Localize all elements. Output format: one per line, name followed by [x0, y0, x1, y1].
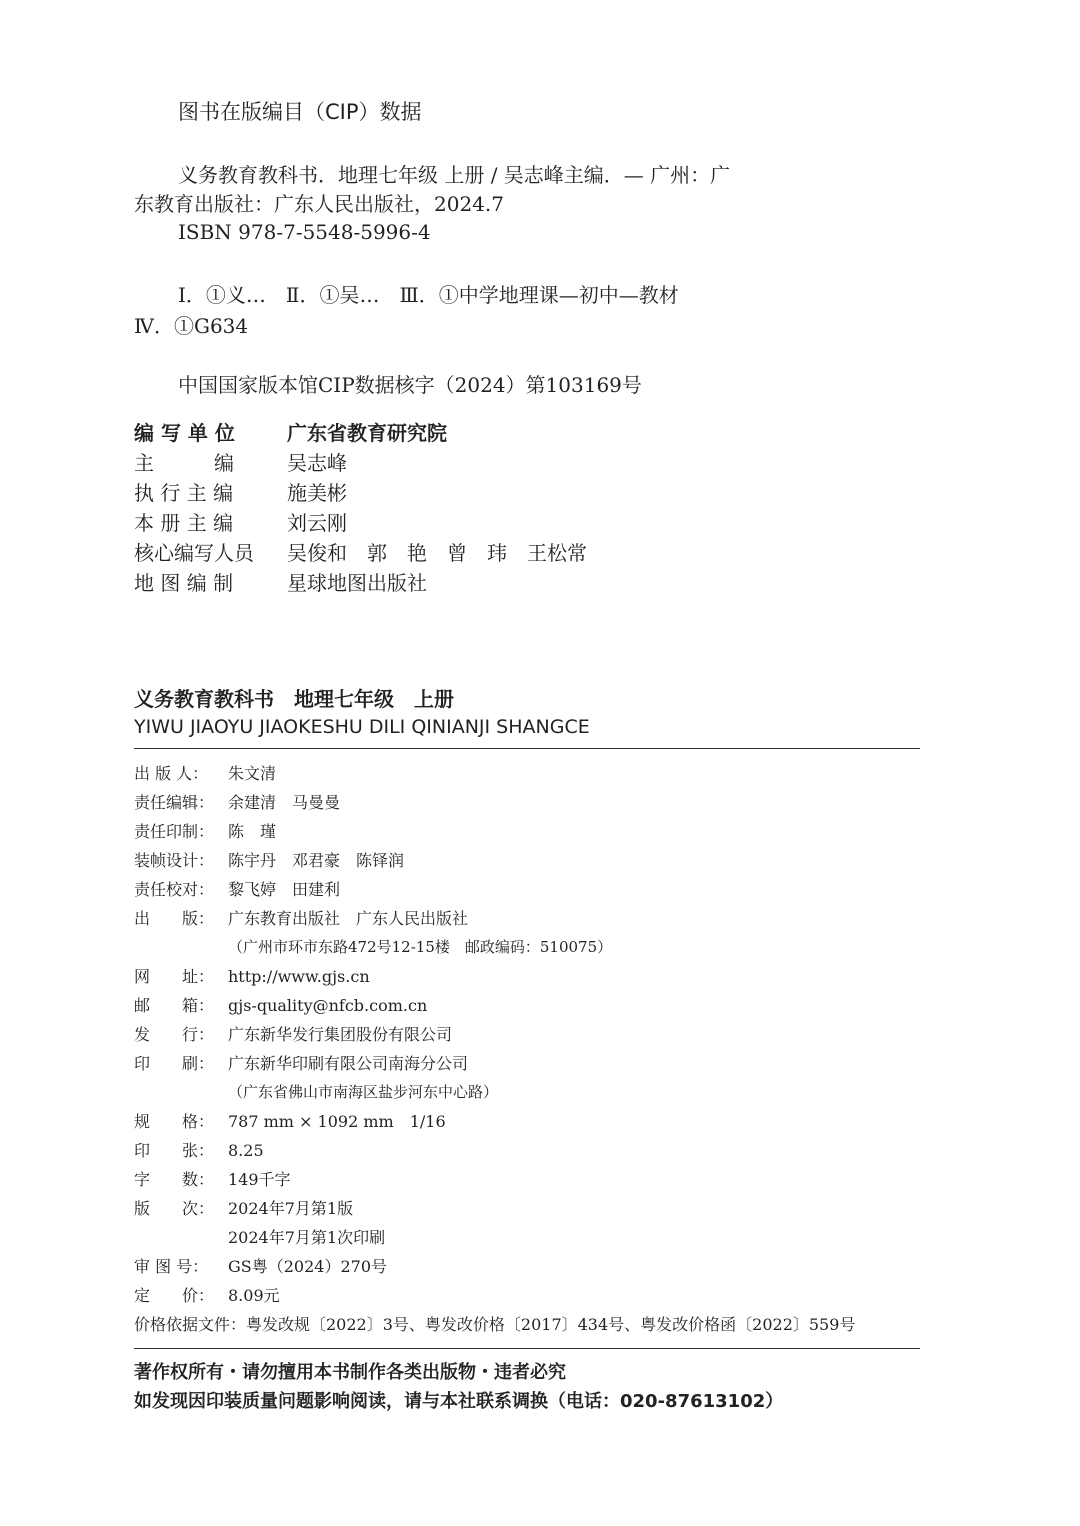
credit-row: [134, 418, 587, 448]
divider: [134, 748, 920, 749]
detail-label: 审 图 号：: [134, 1257, 209, 1276]
cip-title: 图书在版编目（CIP）数据: [178, 100, 422, 124]
detail-label: 出 版 人：: [134, 764, 209, 783]
detail-row: [134, 1252, 855, 1281]
detail-row: [134, 846, 855, 875]
detail-label: 责任校对：: [134, 880, 215, 899]
detail-value: 黎飞婷 田建利: [228, 880, 341, 899]
credit-label: 编 写 单 位: [134, 421, 235, 445]
detail-row: [134, 1136, 855, 1165]
detail-value: 广东新华印刷有限公司南海分公司: [228, 1054, 469, 1073]
detail-label: 网 址：: [134, 967, 215, 986]
publisher-address: （广州市环市东路472号12-15楼 邮政编码：510075）: [228, 938, 613, 956]
credit-label: 执 行 主 编: [134, 481, 234, 505]
divider: [134, 1348, 920, 1349]
detail-row: [134, 962, 855, 991]
detail-row: [134, 933, 855, 962]
email-address: gjs-quality@nfcb.com.cn: [228, 996, 428, 1015]
classification-line2: Ⅳ．①G634: [134, 314, 249, 338]
detail-row: [134, 1107, 855, 1136]
credit-row: [134, 568, 587, 598]
credit-value: 广东省教育研究院: [287, 421, 447, 445]
detail-value: GS粤（2024）270号: [228, 1257, 388, 1276]
book-title: 义务教育教科书 地理七年级 上册: [134, 687, 454, 711]
website-link: http://www.gjs.cn: [228, 967, 370, 986]
detail-value: 8.09元: [228, 1286, 280, 1305]
detail-row: [134, 1194, 855, 1223]
credit-row: [134, 478, 587, 508]
detail-value: 787 mm × 1092 mm 1/16: [228, 1112, 446, 1131]
detail-value: 陈 瑾: [228, 822, 277, 841]
credit-label: 主 编: [134, 451, 234, 475]
detail-value: 广东教育出版社 广东人民出版社: [228, 909, 469, 928]
credit-row: [134, 448, 587, 478]
detail-row: [134, 1165, 855, 1194]
detail-row: [134, 991, 855, 1020]
quality-notice: 如发现因印装质量问题影响阅读，请与本社联系调换（电话：020-87613102）: [134, 1391, 784, 1412]
credit-row: [134, 538, 587, 568]
detail-label: 规 格：: [134, 1112, 215, 1131]
detail-label: 定 价：: [134, 1286, 215, 1305]
isbn: ISBN 978-7-5548-5996-4: [178, 220, 431, 244]
detail-row: [134, 1310, 855, 1339]
detail-label: 字 数：: [134, 1170, 215, 1189]
credit-value: 施美彬: [287, 481, 347, 505]
cip-entry-line2: 东教育出版社：广东人民出版社，2024.7: [134, 192, 504, 216]
detail-row: [134, 788, 855, 817]
detail-value: 朱文清: [228, 764, 277, 783]
detail-label: 装帧设计：: [134, 851, 215, 870]
copyright-notice: 著作权所有・请勿擅用本书制作各类出版物・违者必究: [134, 1362, 566, 1383]
detail-row: [134, 1020, 855, 1049]
detail-label: 责任印制：: [134, 822, 215, 841]
credit-value: 吴志峰: [287, 451, 347, 475]
detail-row: [134, 759, 855, 788]
printing-info: 2024年7月第1次印刷: [228, 1228, 386, 1247]
credit-label: 本 册 主 编: [134, 511, 234, 535]
credit-value: 星球地图出版社: [287, 571, 427, 595]
book-title-pinyin: YIWU JIAOYU JIAOKESHU DILI QINIANJI SHANGCE: [134, 716, 590, 738]
credits-list: [134, 418, 587, 598]
publication-details: [134, 759, 855, 1339]
detail-row: [134, 817, 855, 846]
detail-value: 2024年7月第1版: [228, 1199, 354, 1218]
detail-label: 出 版：: [134, 909, 215, 928]
detail-label: 印 张：: [134, 1141, 215, 1160]
detail-row: [134, 1078, 855, 1107]
detail-row: [134, 904, 855, 933]
detail-value: 8.25: [228, 1141, 264, 1160]
price-basis: 价格依据文件：粤发改规〔2022〕3号、粤发改价格〔2017〕434号、粤发改价格函〔2022〕559号: [134, 1315, 856, 1334]
detail-row: [134, 1223, 855, 1252]
detail-value: 广东新华发行集团股份有限公司: [228, 1025, 453, 1044]
detail-row: [134, 875, 855, 904]
cip-number: 中国国家版本馆CIP数据核字（2024）第103169号: [178, 373, 642, 397]
printer-address: （广东省佛山市南海区盐步河东中心路）: [228, 1083, 499, 1101]
classification-line1: Ⅰ．①义… Ⅱ．①吴… Ⅲ．①中学地理课—初中—教材: [178, 283, 679, 307]
cip-entry-line1: 义务教育教科书．地理七年级 上册 / 吴志峰主编．— 广州：广: [178, 163, 731, 187]
detail-value: 陈宇丹 邓君豪 陈铎润: [228, 851, 405, 870]
credit-row: [134, 508, 587, 538]
detail-label: 版 次：: [134, 1199, 215, 1218]
detail-label: 发 行：: [134, 1025, 215, 1044]
detail-label: 责任编辑：: [134, 793, 215, 812]
credit-value: 吴俊和 郭 艳 曾 玮 王松常: [287, 541, 587, 565]
detail-row: [134, 1049, 855, 1078]
detail-value: 余建清 马曼曼: [228, 793, 341, 812]
credit-value: 刘云刚: [287, 511, 347, 535]
detail-label: 印 刷：: [134, 1054, 215, 1073]
credit-label: 核心编写人员: [134, 541, 254, 565]
credit-label: 地 图 编 制: [134, 571, 234, 595]
detail-label: 邮 箱：: [134, 996, 215, 1015]
detail-row: [134, 1281, 855, 1310]
detail-value: 149千字: [228, 1170, 291, 1189]
